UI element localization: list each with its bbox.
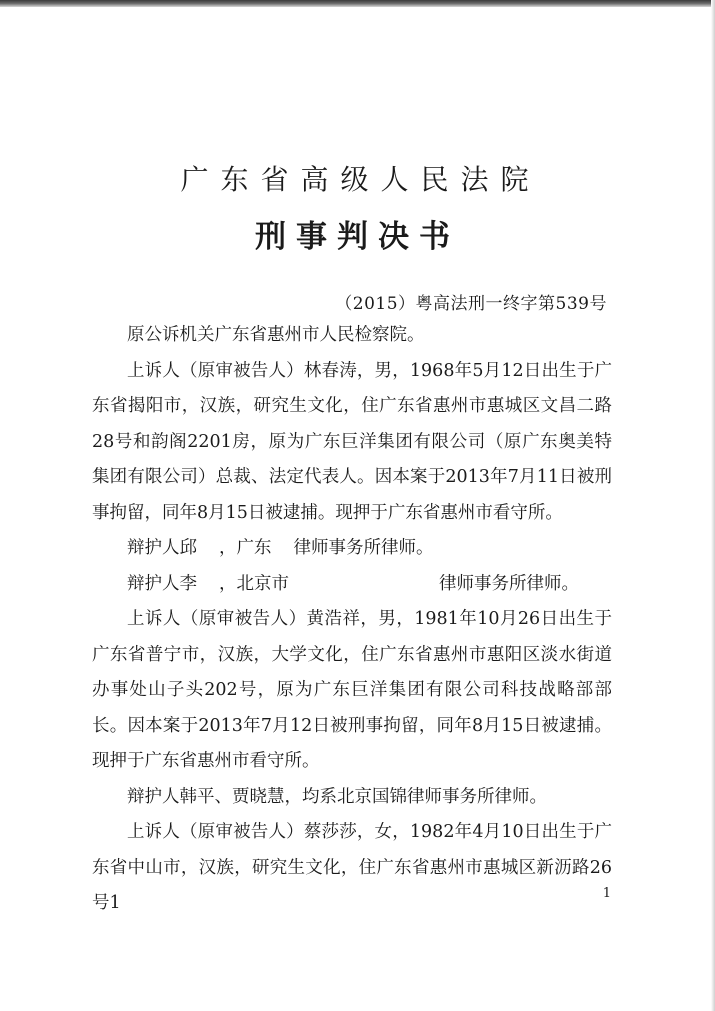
- court-name: 广东省高级人民法院: [180, 163, 541, 196]
- document-title: 刑事判决书: [255, 219, 460, 255]
- defense-2-part-b: ，北京市: [219, 573, 289, 594]
- paragraph-defense-3: 辩护人韩平、贾晓慧，均系北京国锦律师事务所律师。: [127, 786, 547, 807]
- defense-1-part-b: ，广东: [219, 538, 272, 558]
- paragraph-appellant-3: 上诉人（原审被告人）蔡莎莎，女，1982年4月10日出生于广东省中山市，汉族，研究生文化，住广东省惠州市惠城区新沥路26号1: [92, 822, 612, 913]
- scan-right-edge: [711, 0, 715, 1011]
- defense-2-part-a: 辩护人李: [127, 573, 197, 594]
- paragraph-defense-2: [92, 567, 612, 603]
- judgment-body: [92, 318, 612, 922]
- defense-1-part-a: 辩护人邱: [127, 538, 197, 558]
- paragraph-defense-1: [92, 531, 612, 567]
- scan-top-edge: [0, 0, 715, 7]
- defense-2-part-c: 律师事务所律师。: [439, 573, 579, 594]
- paragraph-prosecution: 原公诉机关广东省惠州市人民检察院。: [127, 325, 425, 345]
- paragraph-appellant-1: 上诉人（原审被告人）林春涛，男，1968年5月12日出生于广东省揭阳市，汉族，研究生文化，住广东省惠州市惠城区文昌二路28号和韵阁2201房，原为广东巨洋集团有限公司（原广东奥美特集团有限公司）总裁、法定代表人。因本案于2013年7月11日被刑事拘留，同年8月15日被逮捕。现押于广东省惠州市看守所。: [92, 360, 612, 523]
- paragraph-appellant-2: 上诉人（原审被告人）黄浩祥，男，1981年10月26日出生于广东省普宁市，汉族，大学文化，住广东省惠州市惠阳区淡水街道办事处山子头202号，原为广东巨洋集团有限公司科技战略部部长。因本案于2013年7月12日被刑事拘留，同年8月15日被逮捕。现押于广东省惠州市看守所。: [92, 609, 612, 771]
- page-number: 1: [602, 886, 611, 901]
- case-number: （2015）粤高法刑一终字第539号: [335, 294, 607, 314]
- defense-1-part-c: 律师事务所律师。: [293, 538, 434, 558]
